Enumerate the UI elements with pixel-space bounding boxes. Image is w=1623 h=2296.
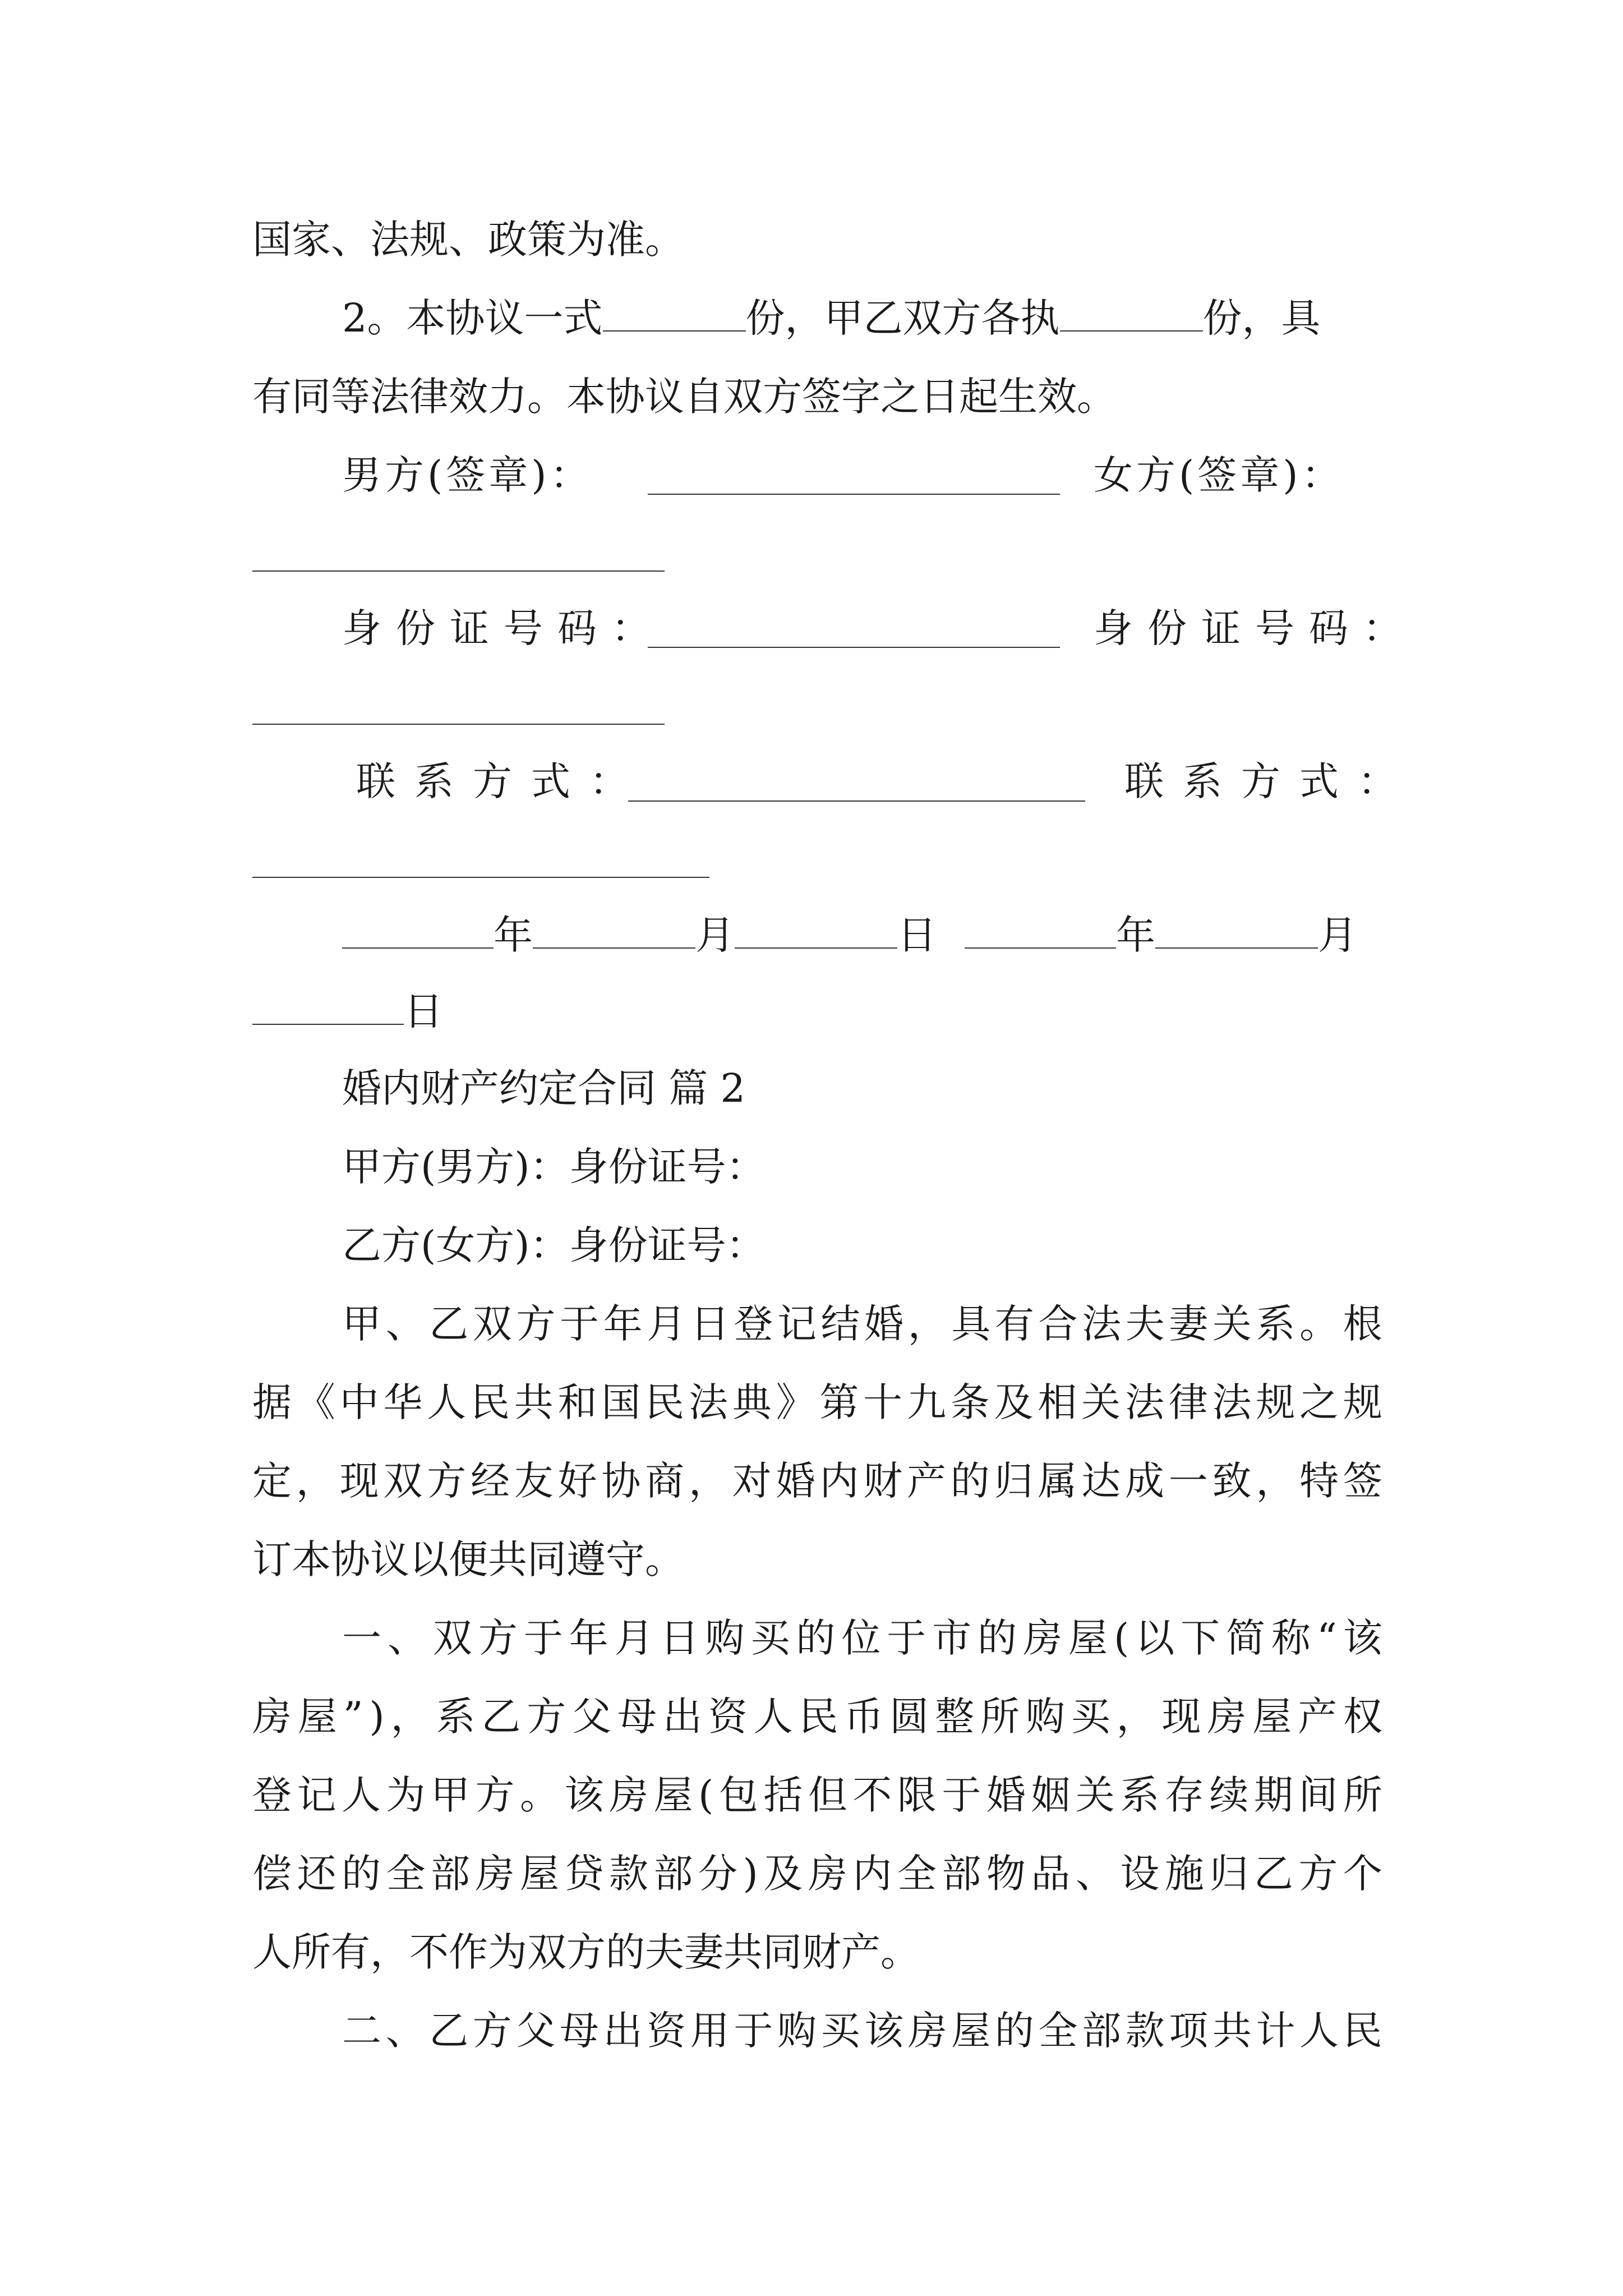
- party-a-line: 甲方(男方)：身份证号：: [342, 1144, 766, 1190]
- male-signature-label: 男方(签章)：: [342, 452, 593, 498]
- month-label-2: 月: [1318, 912, 1357, 958]
- party-b-line: 乙方(女方)：身份证号：: [342, 1222, 766, 1268]
- male-id-line[interactable]: [648, 647, 1060, 648]
- day-label-2: 日: [404, 988, 443, 1034]
- male-year-blank[interactable]: [342, 947, 494, 949]
- female-contact-label: 联系方式：: [1124, 758, 1416, 804]
- clause2-line1: [342, 295, 1321, 341]
- copies-each-blank[interactable]: [1060, 330, 1203, 332]
- year-label: 年: [494, 912, 533, 958]
- month-label: 月: [695, 912, 735, 958]
- female-day-blank[interactable]: [252, 1024, 404, 1025]
- female-signature-label: 女方(签章)：: [1094, 452, 1344, 498]
- clause-tail: 国家、法规、政策为准。: [252, 217, 684, 263]
- date-row-2: [252, 988, 443, 1034]
- clause2-line2: 有同等法律效力。本协议自双方签字之日起生效。: [252, 374, 1116, 420]
- male-contact-line[interactable]: [628, 800, 1085, 802]
- article1-line-2: 房 屋 ” ) ， 系 乙 方 父 母 出 资 人 民 币 圆 整 所 购 买 ， 现 房 屋 产 权: [252, 1694, 1382, 1740]
- year-label-2: 年: [1116, 912, 1155, 958]
- article1-line-4: 偿 还 的 全 部 房 屋 贷 款 部 分 ) 及 房 内 全 部 物 品 、 设 施 归 乙 方 个: [252, 1851, 1382, 1897]
- copies-total-blank[interactable]: [603, 330, 746, 332]
- intro-line-1: 甲 、 乙 双 方 于 年 月 日 登 记 结 婚 ， 具 有 合 法 夫 妻 关 系 。 根: [342, 1301, 1382, 1347]
- intro-line-2: 据 《 中 华 人 民 共 和 国 民 法 典 》 第 十 九 条 及 相 关 法 律 法 规 之 规: [252, 1379, 1382, 1425]
- day-label: 日: [897, 912, 937, 958]
- male-contact-label: 联系方式：: [356, 758, 648, 804]
- clause2-text-c: 份，具: [1202, 295, 1321, 341]
- clause2-text-b: 份，甲乙双方各执: [745, 295, 1060, 341]
- article1-line-5: 人所有，不作为双方的夫妻共同财产。: [252, 1929, 920, 1975]
- article1-line-3: 登 记 人 为 甲 方 。 该 房 屋 ( 包 括 但 不 限 于 婚 姻 关 系 存 续 期 间 所: [252, 1772, 1382, 1818]
- section-title: 婚内财产约定合同 篇 2: [342, 1065, 746, 1111]
- female-signature-line[interactable]: [252, 570, 665, 572]
- male-signature-line[interactable]: [648, 494, 1060, 495]
- male-day-blank[interactable]: [735, 947, 897, 949]
- female-contact-line[interactable]: [252, 877, 709, 878]
- article2-line-1: 二 、 乙 方 父 母 出 资 用 于 购 买 该 房 屋 的 全 部 款 项 共 计 人 民: [342, 2008, 1382, 2054]
- clause2-text-a: 2。本协议一式: [342, 295, 603, 341]
- female-month-blank[interactable]: [1155, 947, 1318, 949]
- male-id-label: 身份证号码：: [342, 605, 665, 651]
- female-id-line[interactable]: [252, 724, 665, 725]
- intro-line-4: 订本协议以便共同遵守。: [252, 1536, 684, 1582]
- intro-line-3: 定 ， 现 双 方 经 友 好 协 商 ， 对 婚 内 财 产 的 归 属 达 成 一 致 ， 特 签: [252, 1458, 1382, 1504]
- female-id-label: 身份证号码：: [1094, 605, 1417, 651]
- male-month-blank[interactable]: [533, 947, 695, 949]
- female-year-blank[interactable]: [965, 947, 1116, 949]
- date-row: [342, 912, 1357, 958]
- article1-line-1: 一 、 双 方 于 年 月 日 购 买 的 位 于 市 的 房 屋 ( 以 下 简 称 “ 该: [342, 1615, 1382, 1661]
